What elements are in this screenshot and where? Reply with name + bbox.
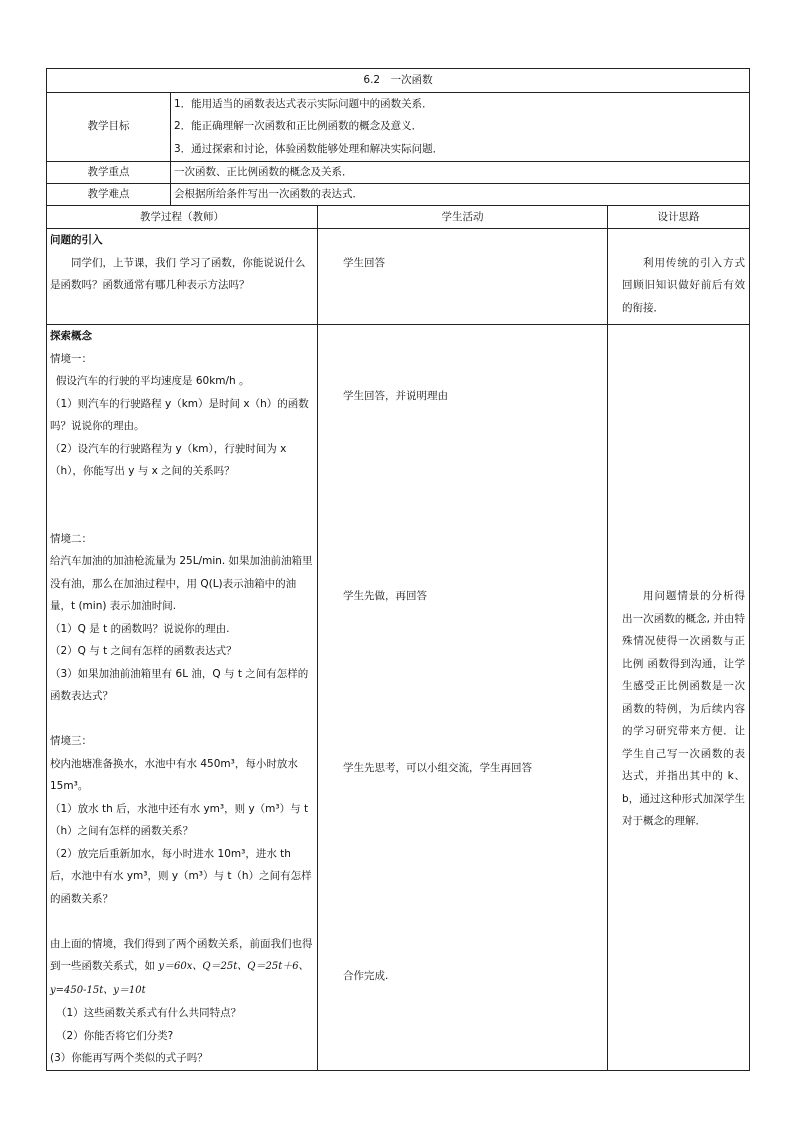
- goals-cell: [171, 92, 750, 161]
- scenario-2-student-activity: 学生先做，再回答: [343, 589, 427, 602]
- difficulty-label: 教学难点: [47, 183, 171, 205]
- explore-design-text: 用问题情景的分析得出一次函数的概念, 并由特殊情况使得一次函数与正比例 函数得到沟通，让学生感受正比例函数是一次函数的特例，为后续内容的学习研究带来方便．让学生自己写一次函数的表达式，并指出其中的 k、b，通过这种形式加深学生对于概念的理解．: [622, 590, 746, 827]
- intro-section-row: [47, 229, 750, 325]
- key-point-label: 教学重点: [47, 161, 171, 183]
- intro-text: 同学们，上节课，我们 学习了函数，你能说说什么是函数吗？函数通常有哪几种表示方法吗？: [50, 256, 306, 291]
- explore-heading: 探索概念: [50, 330, 92, 342]
- scenario-2-question-3: （3）如果加油前油箱里有 6L 油，Q 与 t 之间有怎样的函数表达式？: [50, 667, 309, 702]
- goal-item-3: 3．通过探索和讨论，体验函数能够处理和解决实际问题．: [174, 142, 444, 155]
- scenario-2-question-1: （1）Q 是 t 的函数吗？说说你的理由.: [50, 622, 230, 635]
- header-process: 教学过程（教师）: [47, 205, 318, 229]
- scenario-3-question-2: （2）放完后重新加水，每小时进水 10m³，进水 th 后，水池中有水 ym³，则 y（m³）与 t（h）之间有怎样的函数关系？: [50, 847, 312, 905]
- explore-section-row: [47, 325, 750, 1071]
- lesson-title: 6.2 一次函数: [47, 69, 750, 93]
- scenario-3-title: 情境三：: [50, 735, 92, 747]
- scenario-1-question-1: （1）则汽车的行驶路程 y（km）是时间 x（h）的函数吗？说说你的理由。: [50, 397, 309, 432]
- explore-process-cell: [47, 325, 318, 1071]
- difficulty-row: [47, 183, 750, 205]
- goals-label: 教学目标: [47, 92, 171, 161]
- scenario-1-question-2: （2）设汽车的行驶路程为 y（km），行驶时间为 x（h），你能写出 y 与 x 之间的关系吗？: [50, 442, 287, 477]
- summary-question-3: (3）你能再写两个类似的式子吗？: [50, 1052, 208, 1064]
- explore-student-cell: [318, 325, 608, 1071]
- intro-heading: 问题的引入: [50, 234, 103, 246]
- scenario-3-intro: 校内池塘准备换水，水池中有水 450m³，每小时放水 15m³。: [50, 757, 298, 792]
- scenario-3-question-1: （1）放水 th 后，水池中还有水 ym³，则 y（m³）与 t（h）之间有怎样的函数关系？: [50, 802, 309, 837]
- scenario-1-student-activity: 学生回答，并说明理由: [343, 390, 448, 402]
- scenario-2-question-2: （2）Q 与 t 之间有怎样的函数表达式？: [50, 645, 237, 657]
- scenario-3-student-activity: 学生先思考，可以小组交流，学生再回答: [343, 762, 532, 774]
- summary-student-activity: 合作完成.: [343, 969, 389, 982]
- scenario-1-intro: 假设汽车的行驶的平均速度是 60km/h 。: [56, 375, 250, 387]
- title-row: [47, 69, 750, 93]
- header-student: 学生活动: [318, 205, 608, 229]
- explore-design-cell: [608, 325, 750, 1071]
- intro-design-text: 利用传统的引入方式回顾旧知识做好前后有效的衔接．: [622, 256, 746, 314]
- goal-item-2: 2．能正确理解一次函数和正比例函数的概念及意义．: [174, 120, 423, 132]
- intro-design-cell: [608, 229, 750, 325]
- summary-intro-text: 由上面的情境，我们得到了两个函数关系，前面我们也得到一些函数关系式，如: [50, 937, 313, 972]
- intro-student-activity: 学生回答: [343, 256, 385, 269]
- scenario-2-title: 情境二：: [50, 532, 92, 545]
- scenario-1-title: 情境一：: [50, 352, 92, 365]
- intro-process-cell: [47, 229, 318, 325]
- column-header-row: [47, 205, 750, 229]
- key-point-row: [47, 161, 750, 183]
- summary-formulas: y＝60x、Q＝25t、Q＝25t＋6、y=450-15t、y＝10t: [50, 961, 309, 996]
- lesson-plan-table: [46, 68, 750, 1071]
- scenario-2-intro: 给汽车加油的加油枪流量为 25L/min. 如果加油前油箱里没有油，那么在加油过程中，用 Q(L)表示油箱中的油量，t (min) 表示加油时间.: [50, 555, 313, 612]
- lesson-plan-document: [46, 68, 749, 1071]
- intro-student-cell: [318, 229, 608, 325]
- summary-question-1: （1）这些函数关系式有什么共同特点？: [56, 1007, 242, 1019]
- summary-question-2: （2）你能否将它们分类?: [56, 1029, 174, 1042]
- header-design: 设计思路: [608, 205, 750, 229]
- key-point-text: 一次函数、正比例函数的概念及关系．: [171, 161, 750, 183]
- difficulty-text: 会根据所给条件写出一次函数的表达式．: [171, 183, 750, 205]
- goal-item-1: 1．能用适当的函数表达式表示实际问题中的函数关系．: [174, 97, 433, 110]
- summary-intro: [50, 933, 314, 1003]
- goals-row: [47, 92, 750, 161]
